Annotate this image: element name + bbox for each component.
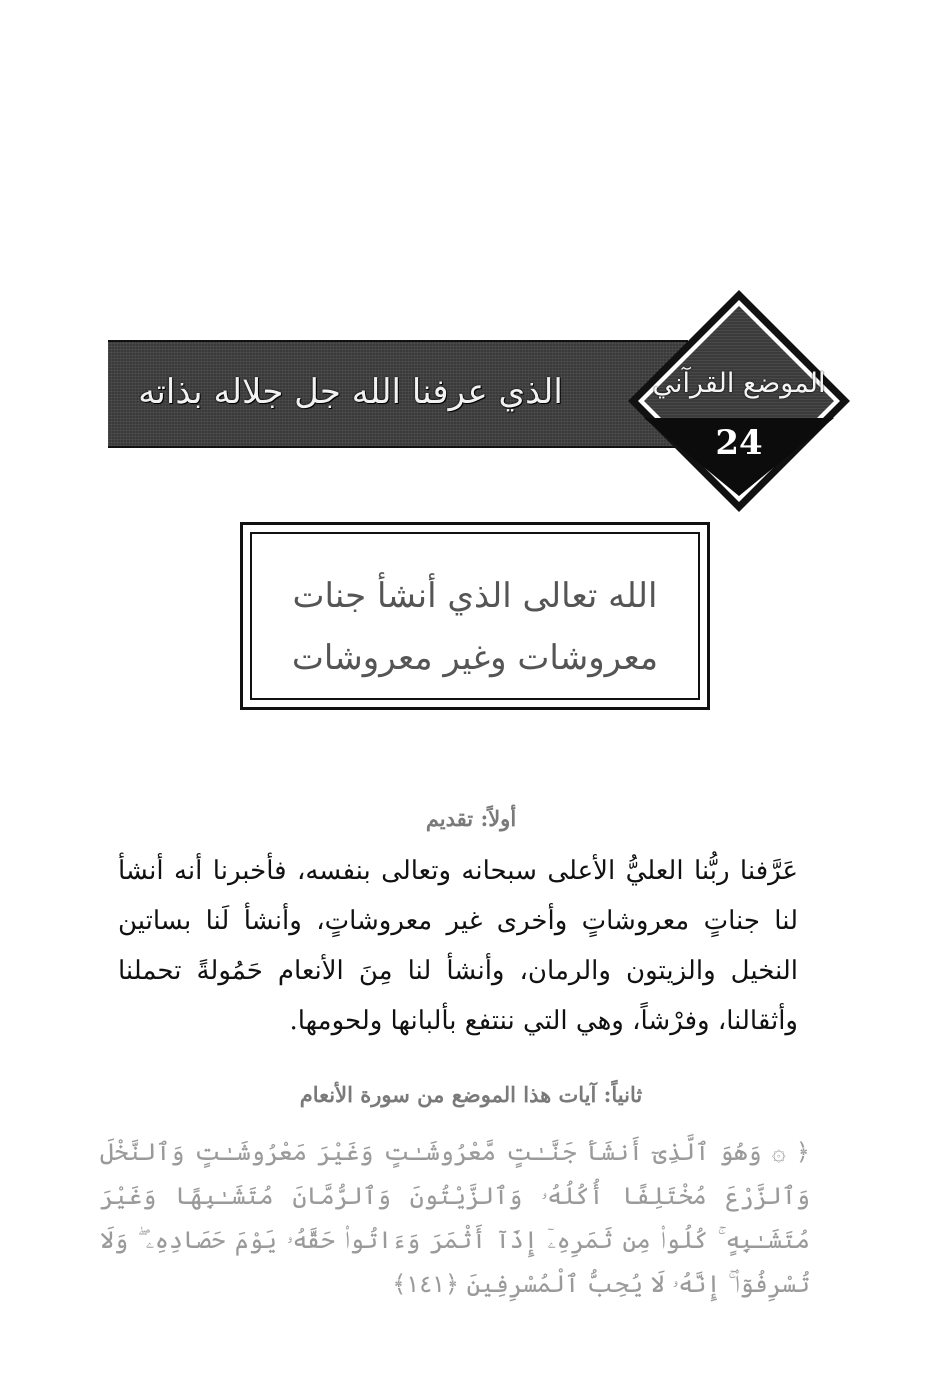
intro-heading: أولاً: تقديم xyxy=(425,806,517,831)
chapter-banner xyxy=(108,340,688,448)
banner-title: الذي عرفنا الله جل جلاله بذاته xyxy=(138,372,563,412)
badge-label: الموضع القرآني xyxy=(652,368,826,399)
intro-paragraph: عَرَّفنا ربُّنا العليُّ الأعلى سبحانه وتعالى بنفسه، فأخبرنا أنه أنشأ لنا جناتٍ معروشاتٍ وأخرى غير معروشاتٍ، وأنشأ لَنا بساتين النخيل والزيتون والرمان، وأنشأ لنا مِنَ الأنعام حَمُولةً تحملنا وأثقالنا، وفرْشاً، وهي التي ننتفع بألبانها ولحومها. xyxy=(118,856,798,1036)
section-number: 24 xyxy=(715,423,763,463)
verses-heading: ثانياً: آيات هذا الموضع من سورة الأنعام xyxy=(299,1082,643,1107)
title-box xyxy=(240,522,710,710)
section-badge xyxy=(628,290,850,512)
quran-verse: ﴿ ۞ وَهُوَ ٱلَّذِىٓ أَنشَأَ جَنَّـٰتٍ مَّعْرُوشَـٰتٍ وَغَيْرَ مَعْرُوشَـٰتٍ وَٱلنَّخْلَ وَٱلزَّرْعَ مُخْتَلِفًا أُكُلُهُۥ وَٱلزَّيْتُونَ وَٱلرُّمَّانَ مُتَشَـٰبِهًا وَغَيْرَ مُتَشَـٰبِهٍ ۚ كُلُوا۟ مِن ثَمَرِهِۦٓ إِذَآ أَثْمَرَ وَءَاتُوا۟ حَقَّهُۥ يَوْمَ حَصَادِهِۦ ۖ وَلَا تُسْرِفُوٓا۟ ۚ إِنَّهُۥ لَا يُحِبُّ ٱلْمُسْرِفِينَ ﴿١٤١﴾ xyxy=(100,1138,810,1298)
section-title: الله تعالى الذي أنشأ جنات معروشات وغير معروشات xyxy=(291,576,659,678)
